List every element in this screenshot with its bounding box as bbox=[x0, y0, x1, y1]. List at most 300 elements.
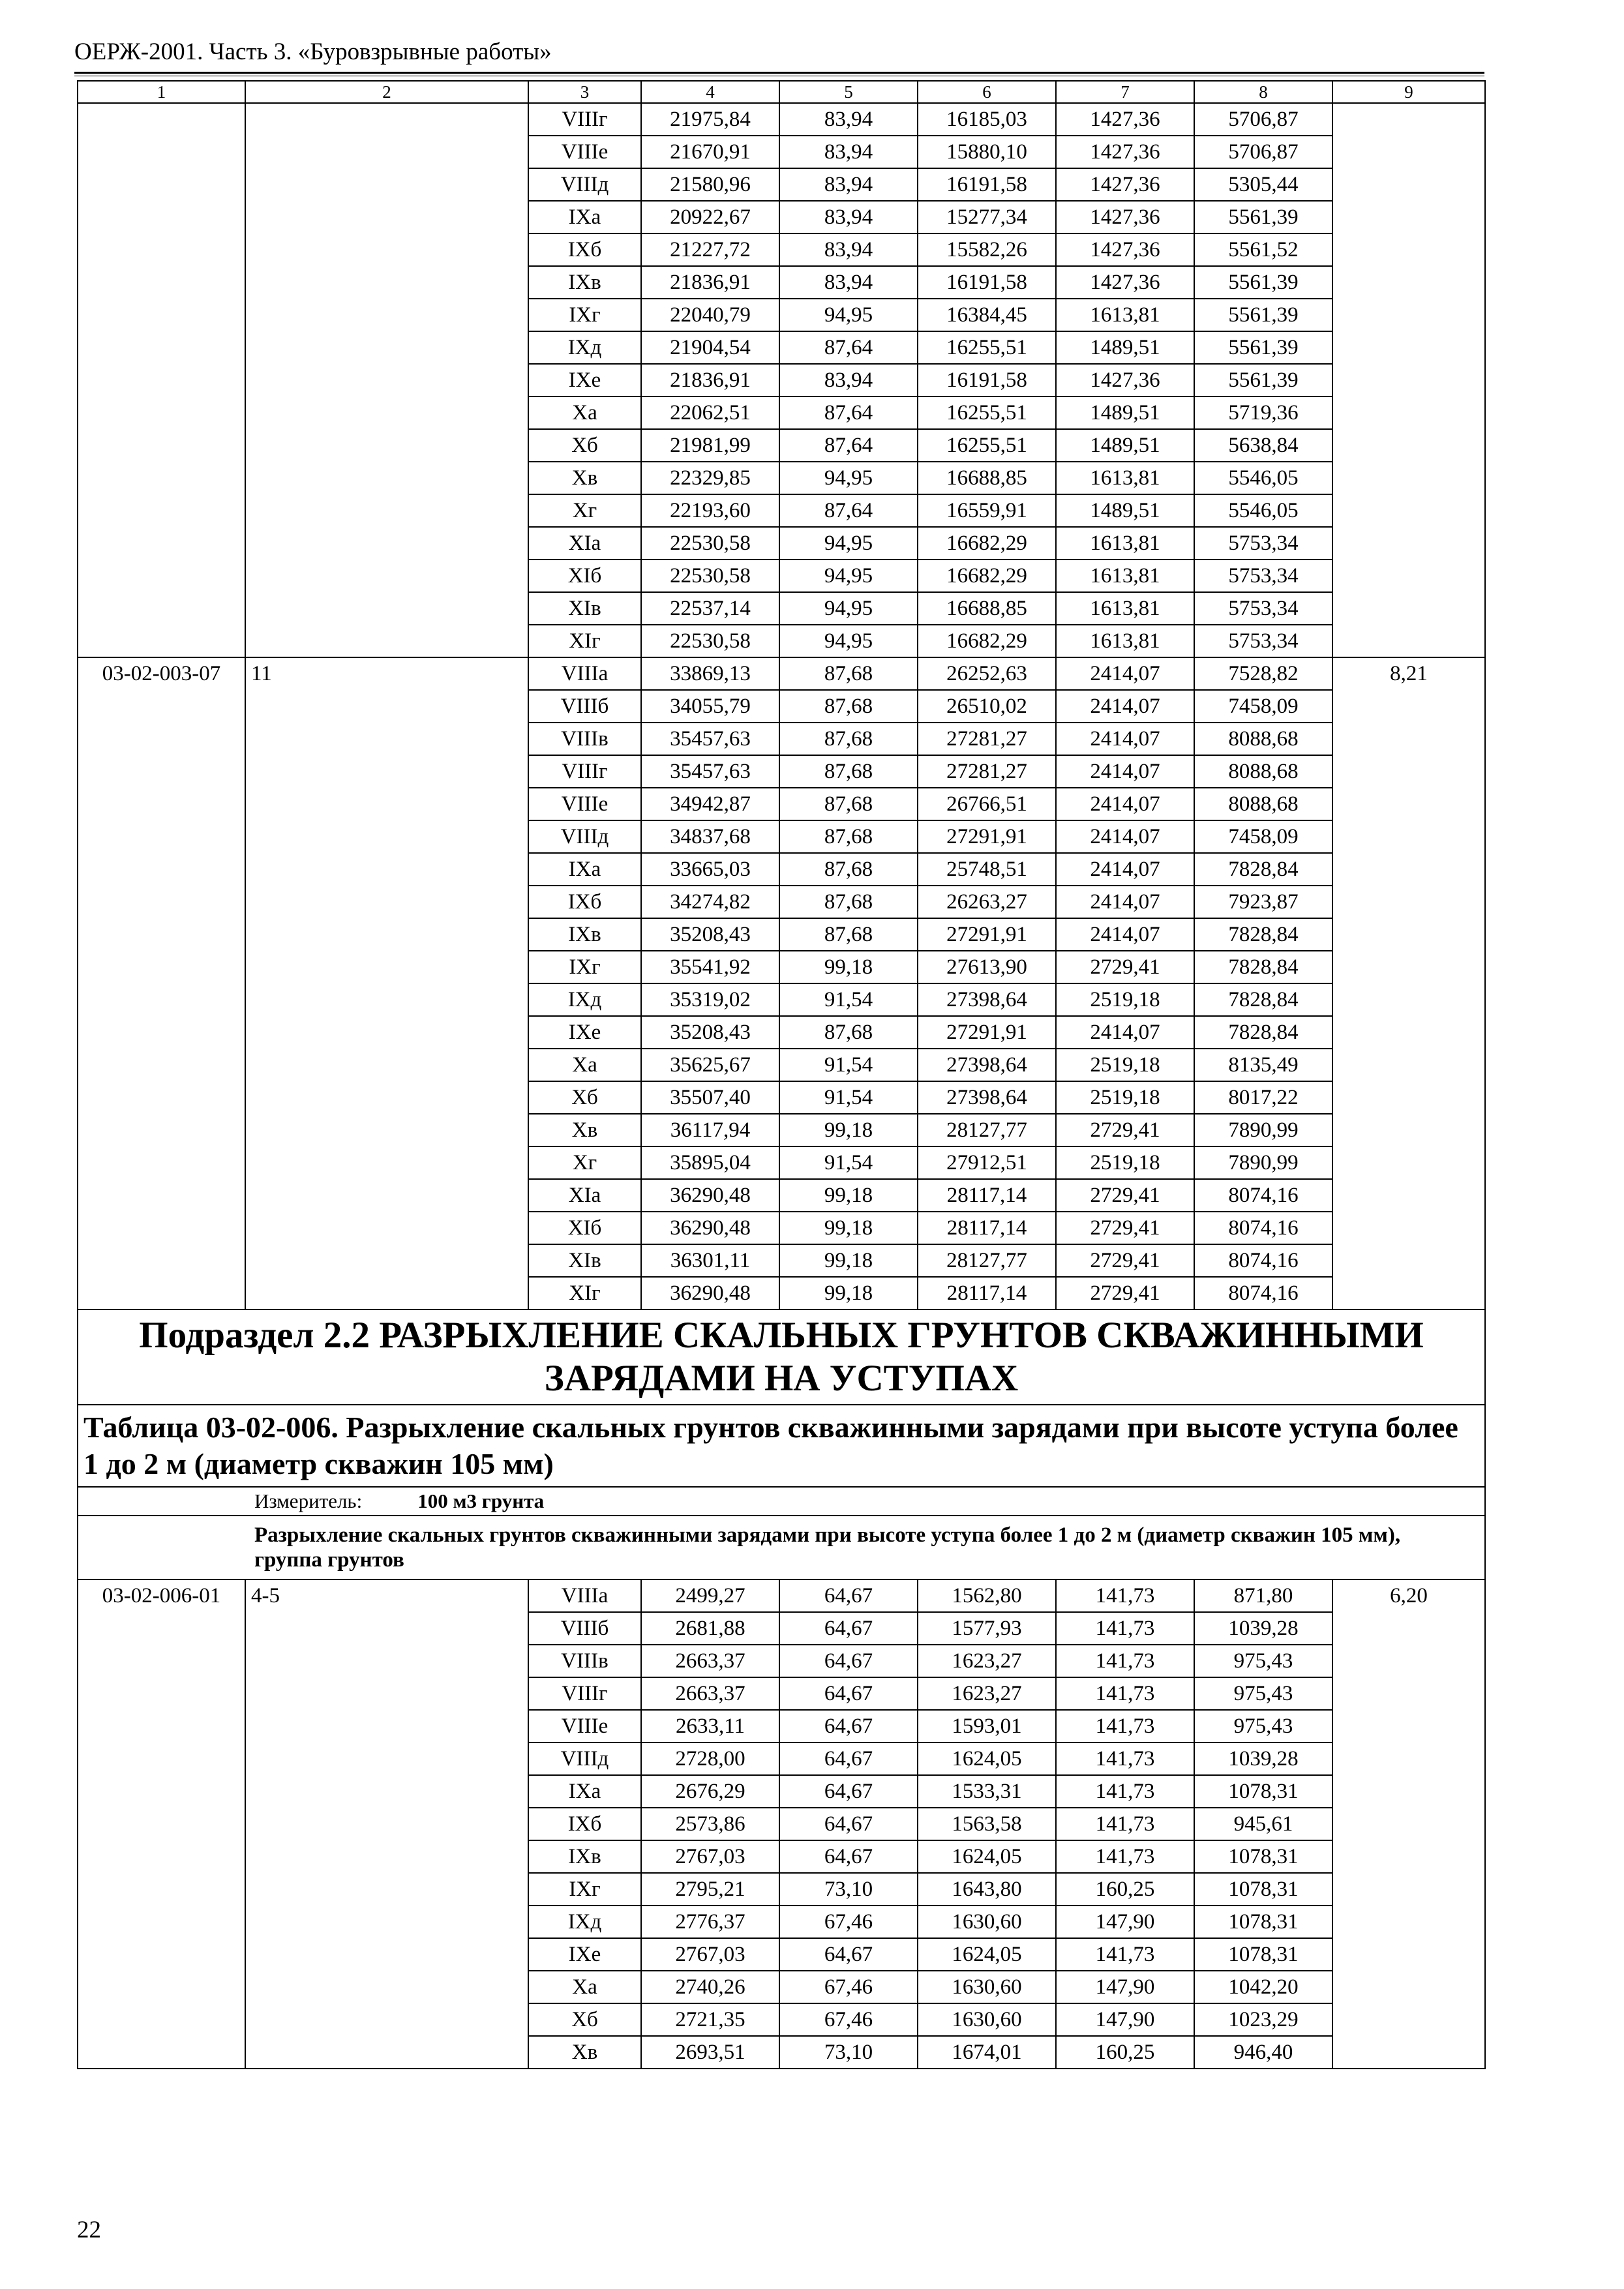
table-cell: Xв bbox=[528, 462, 641, 494]
measure-value: 100 м3 грунта bbox=[417, 1489, 545, 1512]
table-cell: 16185,03 bbox=[918, 103, 1056, 136]
table-cell: 64,67 bbox=[779, 1645, 918, 1677]
table-cell: XIг bbox=[528, 1277, 641, 1309]
table-cell: 36301,11 bbox=[641, 1244, 779, 1277]
table-cell: 160,25 bbox=[1056, 2036, 1194, 2069]
table-cell: 83,94 bbox=[779, 103, 918, 136]
table-cell: 91,54 bbox=[779, 1146, 918, 1179]
table-cell: 8074,16 bbox=[1194, 1244, 1332, 1277]
table-cell: IXв bbox=[528, 266, 641, 299]
table-cell: 99,18 bbox=[779, 1179, 918, 1212]
table-cell: 16688,85 bbox=[918, 462, 1056, 494]
table-cell: 28117,14 bbox=[918, 1212, 1056, 1244]
table-cell: 35895,04 bbox=[641, 1146, 779, 1179]
table-cell: 33665,03 bbox=[641, 853, 779, 886]
table-cell: 5706,87 bbox=[1194, 103, 1332, 136]
column-number: 8 bbox=[1194, 81, 1332, 103]
column-number: 7 bbox=[1056, 81, 1194, 103]
table-cell: 8017,22 bbox=[1194, 1081, 1332, 1114]
document-header: ОЕРЖ-2001. Часть 3. «Буровзрывные работы» bbox=[74, 38, 552, 65]
table-cell: 141,73 bbox=[1056, 1710, 1194, 1743]
table-cell: 16682,29 bbox=[918, 527, 1056, 560]
table-cell: 1613,81 bbox=[1056, 592, 1194, 625]
table-cell: 64,67 bbox=[779, 1743, 918, 1775]
table-cell: 83,94 bbox=[779, 201, 918, 233]
table-cell: 64,67 bbox=[779, 1677, 918, 1710]
table-cell: 94,95 bbox=[779, 592, 918, 625]
table-cell: 2633,11 bbox=[641, 1710, 779, 1743]
table-cell: 141,73 bbox=[1056, 1645, 1194, 1677]
table-cell: 1624,05 bbox=[918, 1743, 1056, 1775]
table-cell: 22530,58 bbox=[641, 527, 779, 560]
table-cell: 1623,27 bbox=[918, 1645, 1056, 1677]
table-cell: VIIIб bbox=[528, 690, 641, 723]
table-cell: 1562,80 bbox=[918, 1579, 1056, 1612]
table-cell: 94,95 bbox=[779, 462, 918, 494]
table-cell: 2414,07 bbox=[1056, 918, 1194, 951]
column-number: 6 bbox=[918, 81, 1056, 103]
table-cell: 1489,51 bbox=[1056, 331, 1194, 364]
table-cell: 1624,05 bbox=[918, 1840, 1056, 1873]
table-cell: 1623,27 bbox=[918, 1677, 1056, 1710]
table-cell: 21227,72 bbox=[641, 233, 779, 266]
table-cell: 141,73 bbox=[1056, 1775, 1194, 1808]
table-cell: 64,67 bbox=[779, 1612, 918, 1645]
measure-label: Измеритель: bbox=[254, 1489, 363, 1512]
table-cell: 2519,18 bbox=[1056, 1146, 1194, 1179]
table-cell: IXг bbox=[528, 951, 641, 983]
table-cell: 94,95 bbox=[779, 560, 918, 592]
table-cell: 8135,49 bbox=[1194, 1049, 1332, 1081]
table-cell: IXа bbox=[528, 201, 641, 233]
table-cell: 64,67 bbox=[779, 1579, 918, 1612]
table-cell: VIIIг bbox=[528, 755, 641, 788]
table-cell: 2519,18 bbox=[1056, 1081, 1194, 1114]
table-cell: XIа bbox=[528, 527, 641, 560]
table-cell: IXе bbox=[528, 1938, 641, 1971]
table-cell: 64,67 bbox=[779, 1840, 918, 1873]
table-cell: 26263,27 bbox=[918, 886, 1056, 918]
table-cell: VIIIе bbox=[528, 1710, 641, 1743]
table-cell: 15582,26 bbox=[918, 233, 1056, 266]
table-cell: 16255,51 bbox=[918, 396, 1056, 429]
table-cell: 67,46 bbox=[779, 2003, 918, 2036]
table-cell: 7828,84 bbox=[1194, 1016, 1332, 1049]
table-cell: 2414,07 bbox=[1056, 755, 1194, 788]
column-9-value: 6,20 bbox=[1332, 1579, 1485, 2069]
table-cell: 5561,39 bbox=[1194, 331, 1332, 364]
table-cell: 99,18 bbox=[779, 951, 918, 983]
table-row bbox=[78, 657, 1485, 690]
table-cell: 27291,91 bbox=[918, 820, 1056, 853]
table-cell: 1427,36 bbox=[1056, 136, 1194, 168]
table-cell: 7890,99 bbox=[1194, 1114, 1332, 1146]
rate-label: 11 bbox=[245, 657, 528, 1309]
table-cell: IXв bbox=[528, 918, 641, 951]
table-cell: 1039,28 bbox=[1194, 1743, 1332, 1775]
table-cell: 21580,96 bbox=[641, 168, 779, 201]
table-cell: 2729,41 bbox=[1056, 1212, 1194, 1244]
table-cell: 2414,07 bbox=[1056, 853, 1194, 886]
table-cell: 8088,68 bbox=[1194, 755, 1332, 788]
table-cell: 87,68 bbox=[779, 723, 918, 755]
table-cell: 2499,27 bbox=[641, 1579, 779, 1612]
table-cell: 27291,91 bbox=[918, 918, 1056, 951]
table-cell: 5561,39 bbox=[1194, 364, 1332, 396]
table-cell: 141,73 bbox=[1056, 1743, 1194, 1775]
table-cell: 1427,36 bbox=[1056, 233, 1194, 266]
table-cell: 27398,64 bbox=[918, 983, 1056, 1016]
table-cell: 2740,26 bbox=[641, 1971, 779, 2003]
table-cell: 1023,29 bbox=[1194, 2003, 1332, 2036]
table-cell: 87,64 bbox=[779, 331, 918, 364]
table-cell: 21981,99 bbox=[641, 429, 779, 462]
rate-code bbox=[78, 103, 245, 657]
table-cell: 73,10 bbox=[779, 2036, 918, 2069]
table-cell: 16191,58 bbox=[918, 266, 1056, 299]
table-cell: 22193,60 bbox=[641, 494, 779, 527]
table-cell: 1674,01 bbox=[918, 2036, 1056, 2069]
table-cell: 5706,87 bbox=[1194, 136, 1332, 168]
table-cell: 94,95 bbox=[779, 625, 918, 657]
column-number: 9 bbox=[1332, 81, 1485, 103]
section-row bbox=[78, 1309, 1485, 1405]
table-cell: 871,80 bbox=[1194, 1579, 1332, 1612]
table-cell: IXе bbox=[528, 364, 641, 396]
table-cell: 25748,51 bbox=[918, 853, 1056, 886]
table-title: Таблица 03-02-006. Разрыхление скальных грунтов скважинными зарядами при высоте уступа более 1 до 2 м (диаметр скважин 105 мм) bbox=[78, 1405, 1485, 1487]
table-cell: 7890,99 bbox=[1194, 1146, 1332, 1179]
table-cell: 7923,87 bbox=[1194, 886, 1332, 918]
table-cell: 7828,84 bbox=[1194, 853, 1332, 886]
table-cell: IXв bbox=[528, 1840, 641, 1873]
table-cell: IXб bbox=[528, 233, 641, 266]
table-cell: 27281,27 bbox=[918, 755, 1056, 788]
table-cell: Xг bbox=[528, 494, 641, 527]
table-cell: 67,46 bbox=[779, 1906, 918, 1938]
table-cell: XIг bbox=[528, 625, 641, 657]
table-cell: 5753,34 bbox=[1194, 527, 1332, 560]
table-cell: 21836,91 bbox=[641, 266, 779, 299]
table-cell: 34942,87 bbox=[641, 788, 779, 820]
table-cell: VIIIд bbox=[528, 1743, 641, 1775]
table-cell: VIIIв bbox=[528, 723, 641, 755]
table-cell: 2767,03 bbox=[641, 1938, 779, 1971]
column-number: 3 bbox=[528, 81, 641, 103]
table-title-row bbox=[78, 1405, 1485, 1487]
table-cell: 64,67 bbox=[779, 1938, 918, 1971]
table-cell: 99,18 bbox=[779, 1114, 918, 1146]
table-cell: 975,43 bbox=[1194, 1645, 1332, 1677]
table-cell: 2414,07 bbox=[1056, 788, 1194, 820]
table-cell: 2681,88 bbox=[641, 1612, 779, 1645]
table-cell: 1613,81 bbox=[1056, 527, 1194, 560]
table-cell: 1533,31 bbox=[918, 1775, 1056, 1808]
table-cell: VIIIб bbox=[528, 1612, 641, 1645]
table-cell: 1078,31 bbox=[1194, 1873, 1332, 1906]
table-cell: IXа bbox=[528, 853, 641, 886]
table-cell: 2573,86 bbox=[641, 1808, 779, 1840]
table-cell: 1630,60 bbox=[918, 2003, 1056, 2036]
column-number: 1 bbox=[78, 81, 245, 103]
table-cell: 7458,09 bbox=[1194, 690, 1332, 723]
table-cell: 35541,92 bbox=[641, 951, 779, 983]
column-number: 4 bbox=[641, 81, 779, 103]
table-cell: IXд bbox=[528, 983, 641, 1016]
table-cell: Xв bbox=[528, 1114, 641, 1146]
table-cell: 35625,67 bbox=[641, 1049, 779, 1081]
table-cell: 16255,51 bbox=[918, 331, 1056, 364]
table-cell: 16688,85 bbox=[918, 592, 1056, 625]
table-cell: 83,94 bbox=[779, 168, 918, 201]
table-cell: 91,54 bbox=[779, 1049, 918, 1081]
table-cell: VIIIг bbox=[528, 103, 641, 136]
rate-label bbox=[245, 103, 528, 657]
table-cell: 2414,07 bbox=[1056, 820, 1194, 853]
table-cell: 141,73 bbox=[1056, 1612, 1194, 1645]
table-cell: 87,68 bbox=[779, 820, 918, 853]
table-cell: VIIIа bbox=[528, 1579, 641, 1612]
table-cell: 16559,91 bbox=[918, 494, 1056, 527]
table-cell: 16191,58 bbox=[918, 168, 1056, 201]
table-cell: 28117,14 bbox=[918, 1179, 1056, 1212]
table-cell: 160,25 bbox=[1056, 1873, 1194, 1906]
table-cell: VIIIд bbox=[528, 168, 641, 201]
table-cell: 8074,16 bbox=[1194, 1212, 1332, 1244]
page-number: 22 bbox=[77, 2217, 101, 2243]
table-cell: 2414,07 bbox=[1056, 690, 1194, 723]
table-cell: 141,73 bbox=[1056, 1938, 1194, 1971]
table-cell: 28127,77 bbox=[918, 1114, 1056, 1146]
table-cell: 35457,63 bbox=[641, 723, 779, 755]
table-cell: 94,95 bbox=[779, 527, 918, 560]
table-cell: 5305,44 bbox=[1194, 168, 1332, 201]
table-cell: 1427,36 bbox=[1056, 168, 1194, 201]
column-number-row bbox=[78, 81, 1485, 103]
table-cell: 35507,40 bbox=[641, 1081, 779, 1114]
table-cell: VIIIе bbox=[528, 136, 641, 168]
table-cell: 22537,14 bbox=[641, 592, 779, 625]
table-cell: 26510,02 bbox=[918, 690, 1056, 723]
table-cell: 27398,64 bbox=[918, 1081, 1056, 1114]
column-9-value bbox=[1332, 103, 1485, 657]
table-cell: 83,94 bbox=[779, 266, 918, 299]
table-cell: 16384,45 bbox=[918, 299, 1056, 331]
table-cell: 8088,68 bbox=[1194, 723, 1332, 755]
table-cell: 87,68 bbox=[779, 755, 918, 788]
table-cell: 2663,37 bbox=[641, 1645, 779, 1677]
table-cell: 1078,31 bbox=[1194, 1906, 1332, 1938]
table-cell: 1613,81 bbox=[1056, 299, 1194, 331]
description-row bbox=[78, 1516, 1485, 1579]
table-cell: 1489,51 bbox=[1056, 429, 1194, 462]
table-cell: 2414,07 bbox=[1056, 657, 1194, 690]
table-cell: 22329,85 bbox=[641, 462, 779, 494]
table-cell: XIа bbox=[528, 1179, 641, 1212]
table-cell: 99,18 bbox=[779, 1244, 918, 1277]
table-cell: 5638,84 bbox=[1194, 429, 1332, 462]
header-rule bbox=[74, 72, 1484, 74]
table-cell: VIIIд bbox=[528, 820, 641, 853]
table-cell: 147,90 bbox=[1056, 2003, 1194, 2036]
table-cell: 2693,51 bbox=[641, 2036, 779, 2069]
table-cell: XIб bbox=[528, 1212, 641, 1244]
table-cell: 87,68 bbox=[779, 1016, 918, 1049]
table-cell: 34055,79 bbox=[641, 690, 779, 723]
table-cell: 26252,63 bbox=[918, 657, 1056, 690]
table-row bbox=[78, 103, 1485, 136]
table-cell: 64,67 bbox=[779, 1775, 918, 1808]
table-cell: 2721,35 bbox=[641, 2003, 779, 2036]
table-cell: 2776,37 bbox=[641, 1906, 779, 1938]
table-cell: 2676,29 bbox=[641, 1775, 779, 1808]
table-cell: 87,68 bbox=[779, 853, 918, 886]
table-cell: 7828,84 bbox=[1194, 983, 1332, 1016]
table-cell: 7828,84 bbox=[1194, 918, 1332, 951]
table-cell: 2729,41 bbox=[1056, 1179, 1194, 1212]
table-cell: 22062,51 bbox=[641, 396, 779, 429]
table-cell: 8088,68 bbox=[1194, 788, 1332, 820]
table-cell: 2795,21 bbox=[641, 1873, 779, 1906]
table-cell: 141,73 bbox=[1056, 1808, 1194, 1840]
table-cell: 28127,77 bbox=[918, 1244, 1056, 1277]
table-cell: 5561,39 bbox=[1194, 201, 1332, 233]
table-cell: 1613,81 bbox=[1056, 560, 1194, 592]
table-cell: 5561,39 bbox=[1194, 266, 1332, 299]
table-cell: 21975,84 bbox=[641, 103, 779, 136]
table-cell: 15880,10 bbox=[918, 136, 1056, 168]
table-cell: Xа bbox=[528, 396, 641, 429]
table-cell: 87,68 bbox=[779, 788, 918, 820]
table-cell: 5561,39 bbox=[1194, 299, 1332, 331]
table-cell: 26766,51 bbox=[918, 788, 1056, 820]
table-cell: 7458,09 bbox=[1194, 820, 1332, 853]
table-cell: 5753,34 bbox=[1194, 592, 1332, 625]
table-cell: IXд bbox=[528, 1906, 641, 1938]
table-cell: IXа bbox=[528, 1775, 641, 1808]
table-cell: 5753,34 bbox=[1194, 560, 1332, 592]
table-cell: Xа bbox=[528, 1971, 641, 2003]
table-cell: 33869,13 bbox=[641, 657, 779, 690]
table-cell: 5753,34 bbox=[1194, 625, 1332, 657]
table-cell: 1563,58 bbox=[918, 1808, 1056, 1840]
table-row bbox=[78, 1579, 1485, 1612]
table-cell: 87,64 bbox=[779, 429, 918, 462]
table-cell: VIIIг bbox=[528, 1677, 641, 1710]
table-cell: IXд bbox=[528, 331, 641, 364]
table-cell: 73,10 bbox=[779, 1873, 918, 1906]
table-cell: 22040,79 bbox=[641, 299, 779, 331]
table-cell: 22530,58 bbox=[641, 625, 779, 657]
table-cell: XIв bbox=[528, 1244, 641, 1277]
table-cell: IXг bbox=[528, 299, 641, 331]
table-cell: 36117,94 bbox=[641, 1114, 779, 1146]
table-cell: 1427,36 bbox=[1056, 201, 1194, 233]
table-cell: 2414,07 bbox=[1056, 1016, 1194, 1049]
table-cell: 87,68 bbox=[779, 918, 918, 951]
table-cell: IXб bbox=[528, 886, 641, 918]
table-cell: 99,18 bbox=[779, 1212, 918, 1244]
table-cell: 1613,81 bbox=[1056, 462, 1194, 494]
table-cell: 147,90 bbox=[1056, 1906, 1194, 1938]
table-cell: 1624,05 bbox=[918, 1938, 1056, 1971]
table-cell: 141,73 bbox=[1056, 1677, 1194, 1710]
table-cell: 16682,29 bbox=[918, 625, 1056, 657]
table-cell: 28117,14 bbox=[918, 1277, 1056, 1309]
table-cell: 64,67 bbox=[779, 1808, 918, 1840]
table-cell: Xб bbox=[528, 429, 641, 462]
table-cell: 946,40 bbox=[1194, 2036, 1332, 2069]
table-cell: VIIIв bbox=[528, 1645, 641, 1677]
table-cell: 2729,41 bbox=[1056, 1114, 1194, 1146]
table-cell: 2767,03 bbox=[641, 1840, 779, 1873]
table-cell: 35319,02 bbox=[641, 983, 779, 1016]
table-cell: 35457,63 bbox=[641, 755, 779, 788]
table-cell: 34837,68 bbox=[641, 820, 779, 853]
table-cell: 15277,34 bbox=[918, 201, 1056, 233]
table-cell: 2728,00 bbox=[641, 1743, 779, 1775]
table-cell: 36290,48 bbox=[641, 1179, 779, 1212]
table-cell: IXб bbox=[528, 1808, 641, 1840]
table-cell: 83,94 bbox=[779, 233, 918, 266]
rates-table-container bbox=[77, 80, 1484, 2069]
section-title: Подраздел 2.2 РАЗРЫХЛЕНИЕ СКАЛЬНЫХ ГРУНТОВ СКВАЖИННЫМИ ЗАРЯДАМИ НА УСТУПАХ bbox=[78, 1309, 1485, 1405]
table-cell: 1577,93 bbox=[918, 1612, 1056, 1645]
table-cell: 1489,51 bbox=[1056, 396, 1194, 429]
table-cell: 87,64 bbox=[779, 396, 918, 429]
table-cell: 975,43 bbox=[1194, 1710, 1332, 1743]
table-cell: 1427,36 bbox=[1056, 364, 1194, 396]
table-cell: 36290,48 bbox=[641, 1277, 779, 1309]
table-cell: 5719,36 bbox=[1194, 396, 1332, 429]
table-cell: 64,67 bbox=[779, 1710, 918, 1743]
table-cell: 20922,67 bbox=[641, 201, 779, 233]
table-cell: 35208,43 bbox=[641, 918, 779, 951]
table-cell: 36290,48 bbox=[641, 1212, 779, 1244]
table-cell: 7828,84 bbox=[1194, 951, 1332, 983]
table-cell: 1630,60 bbox=[918, 1971, 1056, 2003]
table-cell: 1427,36 bbox=[1056, 266, 1194, 299]
table-cell: 94,95 bbox=[779, 299, 918, 331]
table-cell: 1427,36 bbox=[1056, 103, 1194, 136]
table-cell: 1078,31 bbox=[1194, 1775, 1332, 1808]
table-cell: Xб bbox=[528, 2003, 641, 2036]
table-cell: 2519,18 bbox=[1056, 983, 1194, 1016]
table-cell: XIб bbox=[528, 560, 641, 592]
table-cell: Xб bbox=[528, 1081, 641, 1114]
rate-code: 03-02-003-07 bbox=[78, 657, 245, 1309]
table-cell: 2729,41 bbox=[1056, 951, 1194, 983]
table-cell: 35208,43 bbox=[641, 1016, 779, 1049]
column-9-value: 8,21 bbox=[1332, 657, 1485, 1309]
table-cell: 945,61 bbox=[1194, 1808, 1332, 1840]
table-cell: 2414,07 bbox=[1056, 886, 1194, 918]
table-cell: 91,54 bbox=[779, 1081, 918, 1114]
table-cell: 27291,91 bbox=[918, 1016, 1056, 1049]
table-cell: 87,68 bbox=[779, 657, 918, 690]
table-cell: 1042,20 bbox=[1194, 1971, 1332, 2003]
table-body bbox=[78, 81, 1485, 2069]
table-cell: Xг bbox=[528, 1146, 641, 1179]
table-cell: 5561,52 bbox=[1194, 233, 1332, 266]
table-cell: 5546,05 bbox=[1194, 494, 1332, 527]
table-cell: 2519,18 bbox=[1056, 1049, 1194, 1081]
table-cell: 99,18 bbox=[779, 1277, 918, 1309]
table-cell: 21670,91 bbox=[641, 136, 779, 168]
table-cell: 21836,91 bbox=[641, 364, 779, 396]
measure-cell bbox=[78, 1487, 1485, 1516]
table-cell: 83,94 bbox=[779, 364, 918, 396]
